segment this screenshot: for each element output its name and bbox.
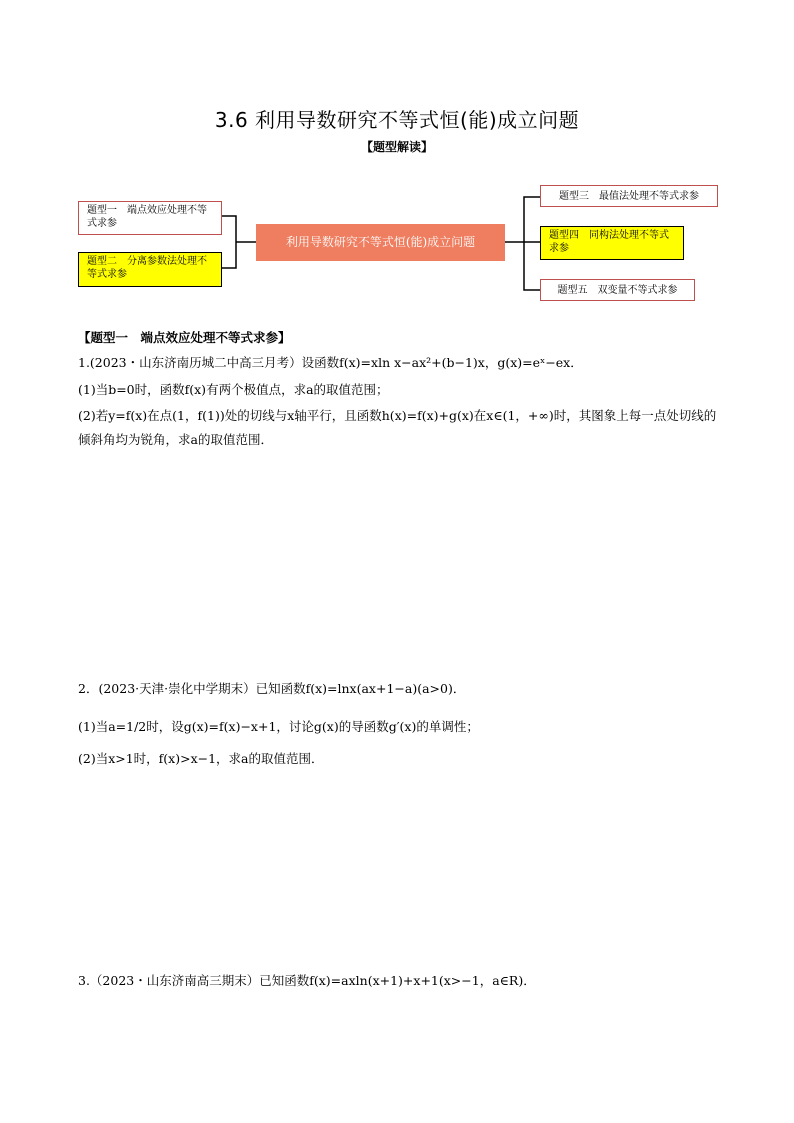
problem-2-part-1: (1)当a=1/2时，设g(x)=f(x)−x+1，讨论g(x)的导函数g′(x)的单调性； bbox=[78, 719, 479, 734]
problem-3-stem: 已知函数f(x)=axln(x+1)+x+1(x>−1，a∈R)． bbox=[259, 973, 536, 988]
problem-2-part-2: (2)当x>1时，f(x)>x−1，求a的取值范围． bbox=[78, 751, 324, 766]
problem-2-line bbox=[78, 680, 465, 698]
problem-2-stem: 已知函数f(x)=lnx(ax+1−a)(a>0)． bbox=[255, 681, 466, 696]
mindmap-node-type3: 题型三 最值法处理不等式求参 bbox=[540, 185, 718, 207]
problem-2-source: 2．(2023·天津·崇化中学期末） bbox=[78, 681, 256, 696]
problem-1-line bbox=[78, 354, 583, 372]
mindmap-center-node: 利用导数研究不等式恒(能)成立问题 bbox=[256, 224, 505, 261]
section-heading: 【题型一 端点效应处理不等式求参】 bbox=[78, 330, 291, 345]
mindmap-node-type1: 题型一 端点效应处理不等式求参 bbox=[78, 201, 222, 235]
mindmap-node-type2: 题型二 分离参数法处理不等式求参 bbox=[78, 252, 222, 287]
problem-3-source: 3.（2023・山东济南高三期末） bbox=[78, 973, 260, 988]
problem-1-part-2: (2)若y=f(x)在点(1，f(1))处的切线与x轴平行，且函数h(x)=f(x)+g(x)在x∈(1，+∞)时，其图象上每一点处切线的倾斜角均为锐角，求a的取值范围． bbox=[78, 408, 717, 447]
problem-1-source: 1.(2023・山东济南历城二中高三月考） bbox=[78, 355, 302, 370]
mindmap-node-type4: 题型四 同构法处理不等式求参 bbox=[540, 226, 684, 260]
problem-1-stem: 设函数f(x)=xln x−ax²+(b−1)x，g(x)=eˣ−ex． bbox=[301, 355, 583, 370]
problem-1-part-1: (1)当b=0时，函数f(x)有两个极值点，求a的取值范围； bbox=[78, 382, 389, 397]
mindmap-node-type5: 题型五 双变量不等式求参 bbox=[540, 279, 695, 301]
page-subtitle: 【题型解读】 bbox=[360, 140, 433, 154]
page-title: 3.6 利用导数研究不等式恒(能)成立问题 bbox=[214, 108, 580, 132]
problem-3-line bbox=[78, 972, 536, 990]
